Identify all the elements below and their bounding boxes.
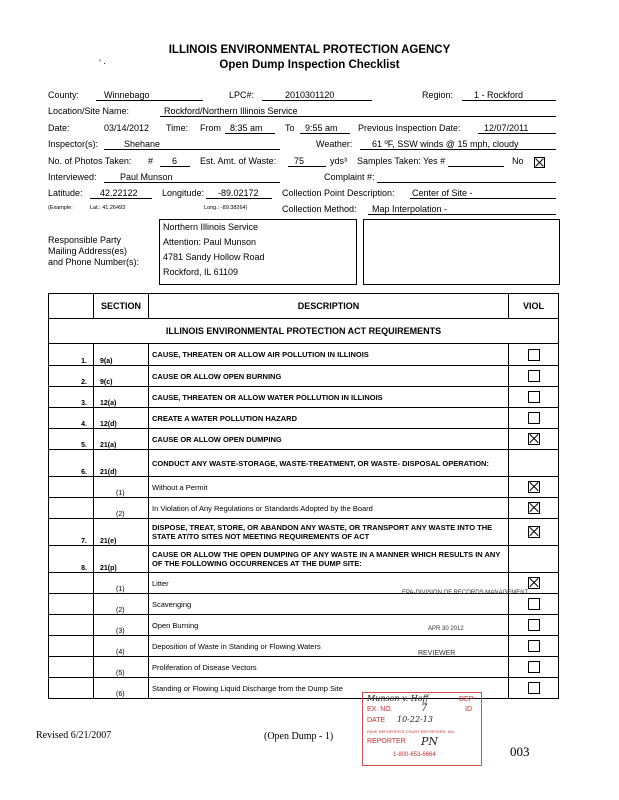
exhibit-phone: 1-800-653-6664 bbox=[393, 752, 436, 758]
county-label: County: bbox=[48, 90, 80, 100]
row-section: 9(a) bbox=[94, 344, 149, 366]
latitude-example: Lat.: 41.26493 bbox=[90, 205, 126, 211]
row-description: Proliferation of Disease Vectors bbox=[149, 657, 509, 678]
row-number bbox=[49, 636, 94, 657]
date-value[interactable]: 03/14/2012 bbox=[104, 123, 150, 133]
exhibit-no-label: EX. NO. bbox=[367, 706, 393, 713]
row-number: 7. bbox=[49, 519, 94, 546]
location-underline bbox=[160, 116, 556, 117]
address-line-4: Rockford, IL 61109 bbox=[163, 267, 239, 277]
row-number bbox=[49, 615, 94, 636]
row-number: 2. bbox=[49, 366, 94, 387]
row-viol-cell bbox=[509, 408, 559, 429]
violation-checkbox[interactable] bbox=[528, 619, 540, 631]
row-section: (2) bbox=[94, 594, 149, 615]
inspector-underline bbox=[104, 149, 280, 150]
act-requirements-heading: ILLINOIS ENVIRONMENTAL PROTECTION ACT REQUIREMENTS bbox=[49, 319, 559, 344]
lpc-value[interactable]: 2010301120 bbox=[285, 90, 335, 100]
region-value[interactable]: 1 - Rockford bbox=[474, 90, 524, 100]
row-number: 8. bbox=[49, 546, 94, 573]
row-number bbox=[49, 678, 94, 699]
table-row bbox=[49, 408, 559, 429]
lpc-label: LPC#: bbox=[229, 90, 255, 100]
exhibit-reporter-label: REPORTER bbox=[367, 738, 406, 745]
row-description: CAUSE, THREATEN OR ALLOW WATER POLLUTION IN ILLINOIS bbox=[149, 387, 509, 408]
row-section: 21(e) bbox=[94, 519, 149, 546]
row-description: DISPOSE, TREAT, STORE, OR ABANDON ANY WASTE, OR TRANSPORT ANY WASTE INTO THE STATE AT/TO SITES NOT MEETING REQUIREMENTS OF ACT bbox=[149, 519, 509, 546]
exhibit-id-label: ID bbox=[465, 706, 472, 713]
row-viol-cell bbox=[509, 657, 559, 678]
longitude-underline bbox=[206, 198, 272, 199]
weather-label: Weather: bbox=[316, 139, 353, 149]
prev-inspection-label: Previous Inspection Date: bbox=[358, 123, 461, 133]
address-line-1: Northern Illinois Service bbox=[163, 222, 259, 232]
table-row bbox=[49, 594, 559, 615]
row-viol-cell bbox=[509, 366, 559, 387]
viol-header: VIOL bbox=[509, 294, 559, 319]
row-description: Open Burning bbox=[149, 615, 509, 636]
footer-center: (Open Dump - 1) bbox=[264, 731, 334, 742]
row-description: Without a Permit bbox=[149, 477, 509, 498]
time-label: Time: bbox=[166, 123, 189, 133]
collection-method-label: Collection Method: bbox=[282, 204, 357, 214]
violation-checkbox[interactable] bbox=[528, 391, 540, 403]
violation-checked-checkbox[interactable] bbox=[528, 526, 540, 538]
complaint-underline bbox=[377, 182, 556, 183]
row-section: (1) bbox=[94, 573, 149, 594]
table-row bbox=[49, 498, 559, 519]
row-description: CREATE A WATER POLLUTION HAZARD bbox=[149, 408, 509, 429]
location-value[interactable]: Rockford/Northern Illinois Service bbox=[164, 106, 298, 116]
complaint-label: Complaint #: bbox=[324, 172, 375, 182]
waste-unit: yds³ bbox=[330, 156, 348, 166]
row-description: CAUSE OR ALLOW OPEN BURNING bbox=[149, 366, 509, 387]
interviewed-value[interactable]: Paul Munson bbox=[120, 172, 173, 182]
violation-checkbox[interactable] bbox=[528, 661, 540, 673]
row-number bbox=[49, 594, 94, 615]
row-viol-cell bbox=[509, 594, 559, 615]
lpc-underline bbox=[262, 100, 372, 101]
table-row bbox=[49, 519, 559, 546]
from-label: From bbox=[200, 123, 221, 133]
row-viol-cell bbox=[509, 615, 559, 636]
row-viol-cell bbox=[509, 636, 559, 657]
row-description: In Violation of Any Regulations or Standards Adopted by the Board bbox=[149, 498, 509, 519]
row-section: 12(d) bbox=[94, 408, 149, 429]
address-line-3: 4781 Sandy Hollow Road bbox=[163, 252, 265, 262]
exhibit-company: RAVE REPORTER'S COURT REPORTERS, INC. bbox=[367, 729, 456, 734]
row-section: 21(a) bbox=[94, 429, 149, 450]
page-number: 003 bbox=[510, 744, 530, 759]
row-description: CAUSE, THREATEN OR ALLOW AIR POLLUTION IN ILLINOIS bbox=[149, 344, 509, 366]
form-title: Open Dump Inspection Checklist bbox=[219, 59, 400, 71]
table-row bbox=[49, 636, 559, 657]
violation-checked-checkbox[interactable] bbox=[528, 502, 540, 514]
stray-mark: ’ · bbox=[99, 58, 107, 68]
revised-date: Revised 6/21/2007 bbox=[36, 730, 112, 741]
from-underline bbox=[225, 133, 275, 134]
photos-underline bbox=[160, 166, 190, 167]
table-row bbox=[49, 344, 559, 366]
table-row bbox=[49, 387, 559, 408]
exhibit-date-value: 10-22-13 bbox=[397, 715, 433, 724]
interviewed-label: Interviewed: bbox=[48, 172, 97, 182]
row-description: CAUSE OR ALLOW OPEN DUMPING bbox=[149, 429, 509, 450]
to-value[interactable]: 9:55 am bbox=[305, 123, 338, 133]
region-label: Region: bbox=[422, 90, 454, 100]
row-section: 12(a) bbox=[94, 387, 149, 408]
waste-value[interactable]: 75 bbox=[294, 156, 305, 166]
longitude-value[interactable]: -89.02172 bbox=[218, 188, 259, 198]
violation-checked-checkbox[interactable] bbox=[528, 577, 540, 589]
responsible-label-1: Responsible Party bbox=[48, 235, 122, 245]
location-label: Location/Site Name: bbox=[48, 106, 130, 116]
inspector-value[interactable]: Shehane bbox=[124, 139, 161, 149]
collection-method-value[interactable]: Map Interpolation - bbox=[372, 204, 448, 214]
row-section: (5) bbox=[94, 657, 149, 678]
header-num-cell bbox=[49, 294, 94, 319]
samples-label: Samples Taken: bbox=[357, 156, 421, 166]
latitude-underline bbox=[90, 198, 152, 199]
violation-checked-checkbox[interactable] bbox=[528, 433, 540, 445]
exhibit-case: Munson v. Hoff bbox=[367, 694, 429, 703]
row-number: 3. bbox=[49, 387, 94, 408]
secondary-address-box[interactable] bbox=[363, 219, 560, 285]
prev-inspection-value[interactable]: 12/07/2011 bbox=[484, 123, 529, 133]
violation-checked-checkbox[interactable] bbox=[528, 481, 540, 493]
row-section: (2) bbox=[94, 498, 149, 519]
waste-label: Est. Amt. of Waste: bbox=[200, 156, 277, 166]
received-stamp-date: APR 30 2012 bbox=[428, 626, 464, 632]
violation-checkbox[interactable] bbox=[528, 349, 540, 361]
exhibit-stamp bbox=[362, 692, 482, 766]
table-row bbox=[49, 657, 559, 678]
latitude-value[interactable]: 42.22122 bbox=[100, 188, 138, 198]
longitude-label: Longitude: bbox=[162, 188, 205, 198]
collection-method-underline bbox=[368, 214, 556, 215]
from-value[interactable]: 8:35 am bbox=[230, 123, 263, 133]
waste-underline bbox=[288, 166, 326, 167]
region-underline bbox=[462, 100, 556, 101]
address-line-2: Attention: Paul Munson bbox=[163, 237, 257, 247]
longitude-example: Long.: -89.38264) bbox=[204, 205, 248, 211]
responsible-label-3: and Phone Number(s): bbox=[48, 257, 140, 267]
row-description: Standing or Flowing Liquid Discharge from the Dump Site bbox=[149, 678, 509, 699]
table-row bbox=[49, 477, 559, 498]
county-value[interactable]: Winnebago bbox=[104, 90, 150, 100]
to-underline bbox=[300, 133, 350, 134]
row-number: 5. bbox=[49, 429, 94, 450]
row-number bbox=[49, 573, 94, 594]
violation-checkbox[interactable] bbox=[528, 682, 540, 694]
weather-value[interactable]: 61 ºF, SSW winds @ 15 mph, cloudy bbox=[372, 139, 519, 149]
row-viol-cell bbox=[509, 546, 559, 573]
samples-no-label: No bbox=[512, 156, 524, 166]
received-stamp-reviewer: REVIEWER bbox=[418, 650, 456, 657]
row-section: (3) bbox=[94, 615, 149, 636]
row-section: (1) bbox=[94, 477, 149, 498]
table-row bbox=[49, 615, 559, 636]
example-label: (Example: bbox=[48, 205, 73, 211]
row-viol-cell bbox=[509, 498, 559, 519]
samples-yes-underline bbox=[448, 166, 504, 167]
row-number: 6. bbox=[49, 450, 94, 477]
violation-checkbox[interactable] bbox=[528, 412, 540, 424]
row-section: 21(d) bbox=[94, 450, 149, 477]
table-row bbox=[49, 678, 559, 699]
photos-label: No. of Photos Taken: bbox=[48, 156, 132, 166]
row-section: 21(p) bbox=[94, 546, 149, 573]
photos-value[interactable]: 6 bbox=[172, 156, 178, 166]
latitude-label: Latitude: bbox=[48, 188, 83, 198]
section-header: SECTION bbox=[94, 294, 149, 319]
row-description: Litter bbox=[149, 573, 509, 594]
responsible-address-box[interactable] bbox=[159, 219, 357, 285]
row-viol-cell bbox=[509, 477, 559, 498]
row-number bbox=[49, 498, 94, 519]
interviewed-underline bbox=[104, 182, 280, 183]
row-viol-cell bbox=[509, 678, 559, 699]
row-viol-cell bbox=[509, 450, 559, 477]
weather-underline bbox=[360, 149, 556, 150]
prev-underline bbox=[478, 133, 556, 134]
row-section: 9(c) bbox=[94, 366, 149, 387]
requirements-table bbox=[48, 293, 559, 699]
row-viol-cell bbox=[509, 387, 559, 408]
violation-checkbox[interactable] bbox=[528, 370, 540, 382]
violation-checkbox[interactable] bbox=[528, 640, 540, 652]
exhibit-dep-label: DEP bbox=[459, 696, 474, 703]
row-section: (4) bbox=[94, 636, 149, 657]
row-description: CAUSE OR ALLOW THE OPEN DUMPING OF ANY WASTE IN A MANNER WHICH RESULTS IN ANY OF THE FOLLOWING OCCURRENCES AT THE DUMP SITE: bbox=[149, 546, 509, 573]
table-row bbox=[49, 546, 559, 573]
agency-title: ILLINOIS ENVIRONMENTAL PROTECTION AGENCY bbox=[168, 44, 451, 56]
row-number: 4. bbox=[49, 408, 94, 429]
row-description: Scavenging bbox=[149, 594, 509, 615]
row-section: (6) bbox=[94, 678, 149, 699]
to-label: To bbox=[285, 123, 295, 133]
row-viol-cell bbox=[509, 519, 559, 546]
exhibit-date-label: DATE bbox=[367, 717, 386, 724]
table-heading-row bbox=[49, 319, 559, 344]
table-row bbox=[49, 366, 559, 387]
responsible-label-2: Mailing Address(es) bbox=[48, 246, 128, 256]
table-header-row bbox=[49, 294, 559, 319]
date-label: Date: bbox=[48, 123, 70, 133]
row-number: 1. bbox=[49, 344, 94, 366]
samples-yes-label: Yes # bbox=[423, 156, 446, 166]
collection-point-value[interactable]: Center of Site - bbox=[412, 188, 473, 198]
violation-checkbox[interactable] bbox=[528, 598, 540, 610]
exhibit-reporter-value: PN bbox=[421, 735, 439, 748]
row-number bbox=[49, 657, 94, 678]
row-description: CONDUCT ANY WASTE-STORAGE, WASTE-TREATMENT, OR WASTE- DISPOSAL OPERATION: bbox=[149, 450, 509, 477]
row-description: Deposition of Waste in Standing or Flowing Waters bbox=[149, 636, 509, 657]
row-viol-cell bbox=[509, 429, 559, 450]
county-underline bbox=[96, 100, 203, 101]
received-stamp-agency: EPA-DIVISION OF RECORDS MANAGEMENT bbox=[402, 590, 529, 596]
inspector-label: Inspector(s): bbox=[48, 139, 99, 149]
table-row bbox=[49, 450, 559, 477]
exhibit-no-value: 7 bbox=[421, 703, 428, 714]
description-header: DESCRIPTION bbox=[149, 294, 509, 319]
table-row bbox=[49, 429, 559, 450]
photos-hash: # bbox=[148, 156, 154, 166]
samples-no-checkbox[interactable] bbox=[534, 155, 545, 173]
row-viol-cell bbox=[509, 344, 559, 366]
collection-point-underline bbox=[410, 198, 556, 199]
collection-point-label: Collection Point Description: bbox=[282, 188, 395, 198]
row-number bbox=[49, 477, 94, 498]
